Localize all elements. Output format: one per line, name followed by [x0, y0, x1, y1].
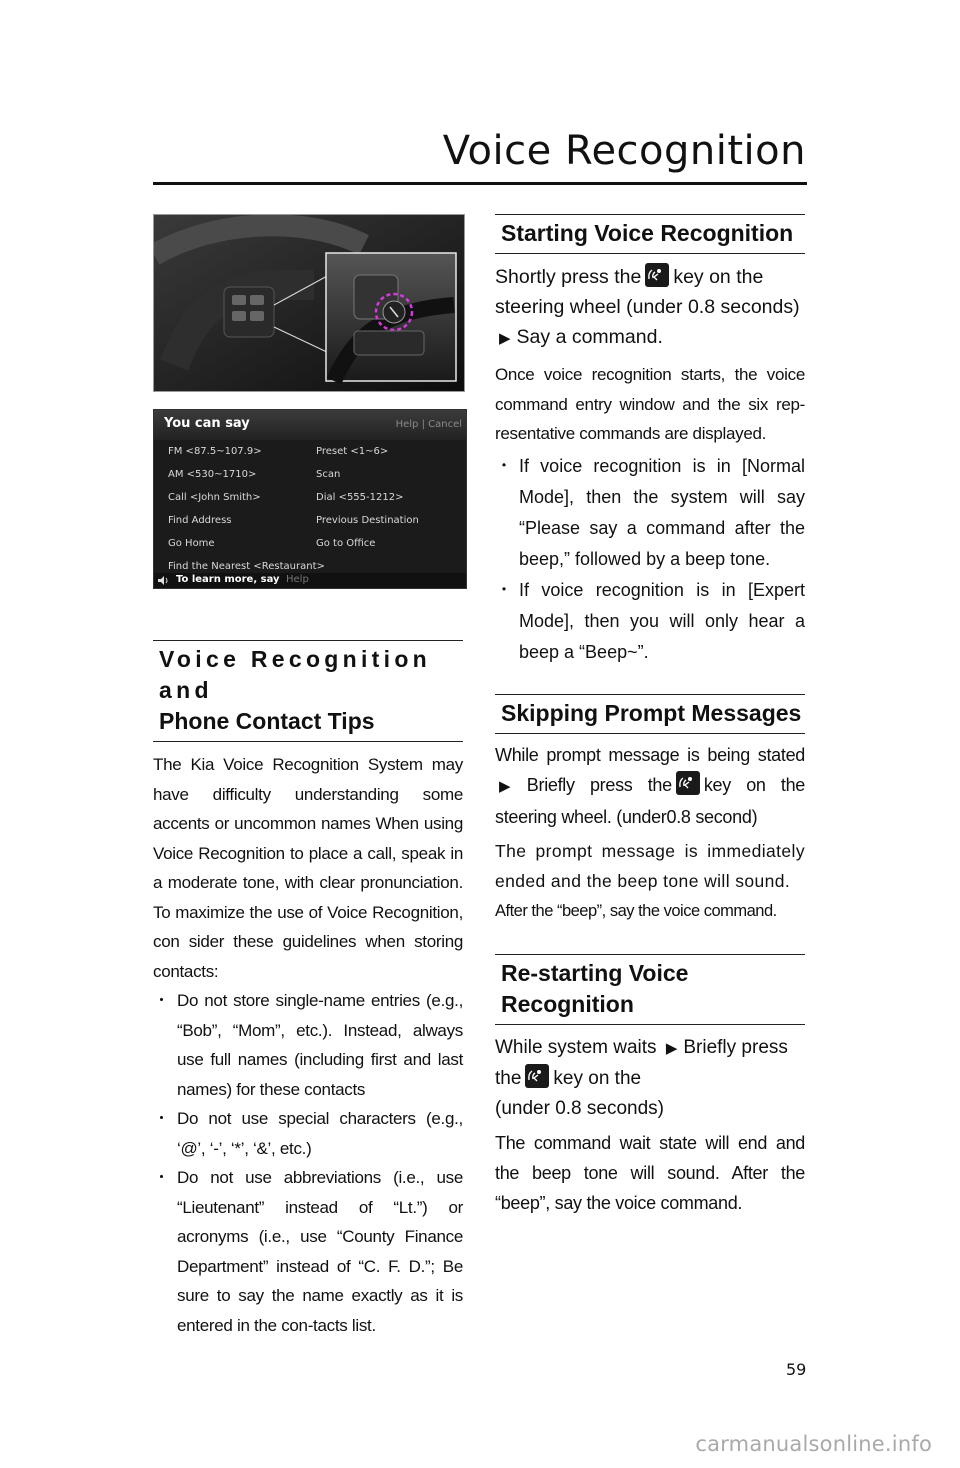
steering-wheel-photo: [153, 214, 465, 392]
voice-key-icon: [676, 771, 700, 795]
list-item: ・ If voice recognition is in [Normal Mode], then the system will say “Please say a command after the beep,” followed by a beep tone.: [495, 451, 805, 575]
restarting-the: the: [495, 1067, 522, 1089]
command-item: FM <87.5~107.9>: [168, 446, 262, 457]
command-item: Scan: [316, 469, 341, 480]
skipping-key-after: key on the: [703, 774, 805, 795]
list-item: ・ Do not store single-name entries (e.g., “Bob”, “Mom”, etc.). Instead, always use full names (including first and last names) for these contacts: [153, 986, 463, 1104]
starting-body: Once voice recognition starts, the voice command entry window and the six rep-resentative commands are displayed.: [495, 365, 805, 443]
skipping-line3: steering wheel. (under0.8 second): [495, 806, 758, 827]
arrow-icon: ▶: [499, 330, 511, 347]
speaker-icon: [158, 576, 170, 585]
restarting-instructions: [495, 1033, 805, 1124]
command-item: Preset <1~6>: [316, 446, 389, 457]
skipping-line1: While prompt message is being stated: [495, 744, 805, 765]
skipping-instructions: [495, 740, 805, 832]
screen-heading: You can say: [164, 416, 250, 431]
arrow-icon: ▶: [665, 1039, 678, 1057]
starting-lead-before: Shortly press the: [495, 266, 642, 288]
footer-help: Help: [286, 574, 309, 585]
restarting-briefly: Briefly press: [683, 1036, 788, 1058]
command-grid: [168, 446, 458, 584]
command-row: [168, 446, 458, 469]
skipping-body2: After the “beep”, say the voice command.: [495, 901, 777, 920]
restarting-line1: While system waits: [495, 1036, 657, 1058]
tips-title: [153, 640, 463, 742]
command-item: Previous Destination: [316, 515, 419, 526]
help-cancel-label: Help | Cancel: [395, 419, 462, 430]
footer-text: To learn more, say: [176, 574, 280, 585]
list-item: ・ If voice recognition is in [Expert Mode], then you will only hear a beep a “Beep~”.: [495, 575, 805, 668]
watermark: carmanualsonline.info: [695, 1432, 932, 1456]
command-row: [168, 515, 458, 538]
command-item: Dial <555-1212>: [316, 492, 404, 503]
voice-key-icon: [645, 263, 669, 287]
say-command: Say a command.: [516, 326, 663, 348]
command-item: AM <530~1710>: [168, 469, 257, 480]
command-item: Go Home: [168, 538, 215, 549]
command-item: Find the Nearest <Restaurant>: [168, 561, 325, 572]
starting-bullets: [495, 451, 805, 668]
command-row: [168, 492, 458, 515]
restarting-under: (under 0.8 seconds): [495, 1097, 664, 1119]
screen-footer: [154, 573, 466, 588]
command-item: Find Address: [168, 515, 232, 526]
page-title: Voice Recognition: [442, 128, 806, 174]
command-item: Call <John Smith>: [168, 492, 261, 503]
list-item: ・ Do not use special characters (e.g., ‘@’, ‘-’, ‘*’, ‘&’, etc.): [153, 1104, 463, 1163]
skipping-title: Skipping Prompt Messages: [495, 694, 805, 734]
command-row: [168, 469, 458, 492]
command-row: [168, 538, 458, 561]
list-item: ・ Do not use abbreviations (i.e., use “Lieutenant” instead of “Lt.”) or acronyms (i.e., use “County Finance Department” instead of “C. F. D.”; Be sure to say the name exactly as it is entered in the con-tacts list.: [153, 1163, 463, 1340]
restarting-body: The command wait state will end and the beep tone will sound. After the “beep”, say the voice command.: [495, 1132, 805, 1213]
starting-lead: [495, 262, 805, 354]
starting-lead-after: key on the steering wheel (under 0.8 seconds): [495, 266, 800, 318]
tips-bullets: [153, 986, 463, 1340]
restarting-key-on: key on the: [553, 1067, 642, 1089]
tips-title-line2: Phone Contact Tips: [159, 708, 375, 734]
header-rule: [153, 182, 807, 185]
command-item: Go to Office: [316, 538, 376, 549]
tips-section: [153, 640, 463, 1340]
steering-wheel-illustration: [154, 215, 464, 391]
arrow-icon: ▶: [499, 777, 521, 795]
skipping-body1: The prompt message is immediately ended and the beep tone will sound.: [495, 840, 805, 891]
page-number: 59: [786, 1360, 807, 1379]
tips-intro: The Kia Voice Recognition System may have difficulty understanding some accents or uncommon names When using Voice Recognition to place a call, speak in a moderate tone, with clear pronunciation. To maximize the use of Voice Recognition, con sider these guidelines when storing contacts:: [153, 755, 463, 981]
skipping-briefly: Briefly press the: [526, 774, 672, 795]
voice-command-screen: [153, 409, 467, 589]
restarting-title: Re-starting Voice Recognition: [495, 954, 805, 1025]
tips-title-line1: Voice Recognition and: [159, 646, 432, 703]
right-column: [495, 214, 805, 1218]
voice-key-icon: [525, 1064, 549, 1088]
starting-title: Starting Voice Recognition: [495, 214, 805, 254]
